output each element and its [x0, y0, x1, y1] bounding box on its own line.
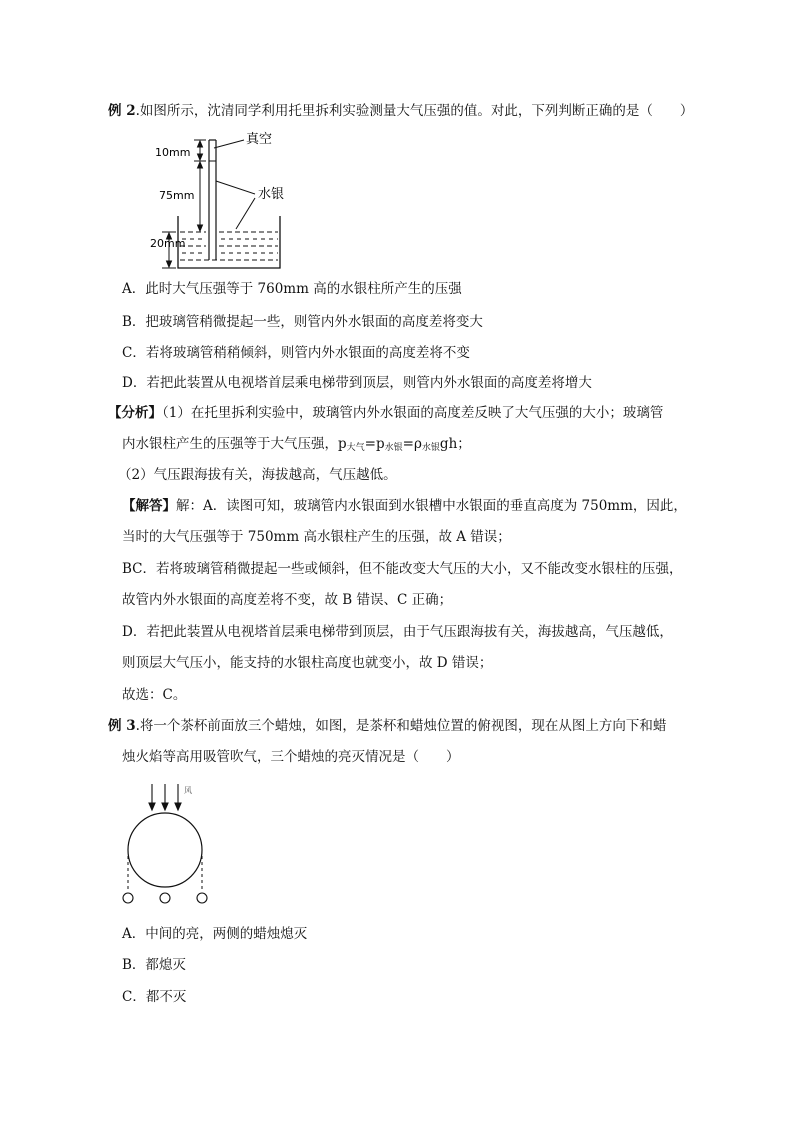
solution-tag: 【解答】: [122, 498, 176, 514]
solution-line-5: D．若把此装置从电视塔首层乘电梯带到顶层，由于气压跟海拔有关，海拔越高，气压越低，: [122, 624, 673, 640]
ex3-label: 例 3: [108, 718, 136, 734]
torricelli-figure: [150, 126, 320, 272]
analysis-line-1: 【分析】（1）在托里拆利实验中，玻璃管内外水银面的高度差反映了大气压强的大小；玻璃管: [108, 405, 664, 421]
vacuum-leader: [214, 140, 244, 148]
ex2-option-c: C．若将玻璃管稍稍倾斜，则管内外水银面的高度差将不变: [122, 345, 470, 361]
solution-line-1: 【解答】解：A．读图可知，玻璃管内水银面到水银槽中水银面的垂直高度为 750mm，因此，: [122, 498, 687, 514]
analysis-line-3: （2）气压跟海拔有关，海拔越高，气压越低。: [118, 467, 397, 483]
ex2-question-text: .如图所示，沈清同学利用托里拆利实验测量大气压强的值。对此，下列判断正确的是（ ）: [135, 103, 694, 119]
ex3-question-line-2: 烛火焰等高用吸管吹气，三个蜡烛的亮灭情况是（ ）: [122, 749, 460, 765]
ex2-option-a: A．此时大气压强等于 760mm 高的水银柱所产生的压强: [122, 281, 462, 297]
ex3-option-a: A．中间的亮，两侧的蜡烛熄灭: [122, 926, 308, 942]
analysis-line-2: 内水银柱产生的压强等于大气压强，$p_{大气}=p_{水银}=\rho_{水银}gh$；: [122, 436, 471, 453]
height-label-top: 10mm: [155, 146, 191, 159]
mercury-label: 水银: [258, 187, 285, 202]
ex2-option-b: B．把玻璃管稍微提起一些，则管内外水银面的高度差将变大: [122, 314, 483, 330]
cup-circle: [128, 813, 202, 887]
solution-line-2: 当时的大气压强等于 750mm 高水银柱产生的压强，故 A 错误；: [122, 529, 511, 545]
candle-left: [123, 893, 133, 903]
cup-candles-figure: [118, 780, 218, 910]
basin-mercury-surface: [180, 232, 278, 260]
wind-label: 风: [184, 786, 192, 795]
height-label-bottom: 20mm: [150, 237, 186, 250]
candle-middle: [160, 893, 170, 903]
solution-line-6: 则顶层大气压小，能支持的水银柱高度也就变小，故 D 错误；: [122, 655, 493, 671]
ex2-label: 例 2: [108, 103, 136, 119]
analysis-tag: 【分析】: [108, 405, 162, 421]
height-label-mid: 75mm: [159, 189, 195, 202]
candle-right: [197, 893, 207, 903]
vacuum-label: 真空: [246, 132, 273, 147]
solution-line-7: 故选：C。: [122, 687, 187, 703]
ex2-option-d: D．若把此装置从电视塔首层乘电梯带到顶层，则管内外水银面的高度差将增大: [122, 375, 592, 391]
solution-line-3: BC．若将玻璃管稍微提起一些或倾斜，但不能改变大气压的大小，又不能改变水银柱的压强，: [122, 561, 683, 577]
ex2-question: [108, 101, 693, 121]
solution-line-4: 故管内外水银面的高度差将不变，故 B 错误、C 正确；: [122, 592, 453, 608]
ex3-question-line-1: 例 3.将一个茶杯前面放三个蜡烛，如图，是茶杯和蜡烛位置的俯视图，现在从图上方向下和蜡: [108, 718, 667, 734]
ex3-option-b: B．都熄灭: [122, 957, 186, 973]
mercury-leader: [216, 181, 255, 194]
mercury-leader-2: [236, 198, 255, 229]
wind-arrows: [149, 784, 181, 810]
ex3-option-c: C．都不灭: [122, 989, 187, 1005]
